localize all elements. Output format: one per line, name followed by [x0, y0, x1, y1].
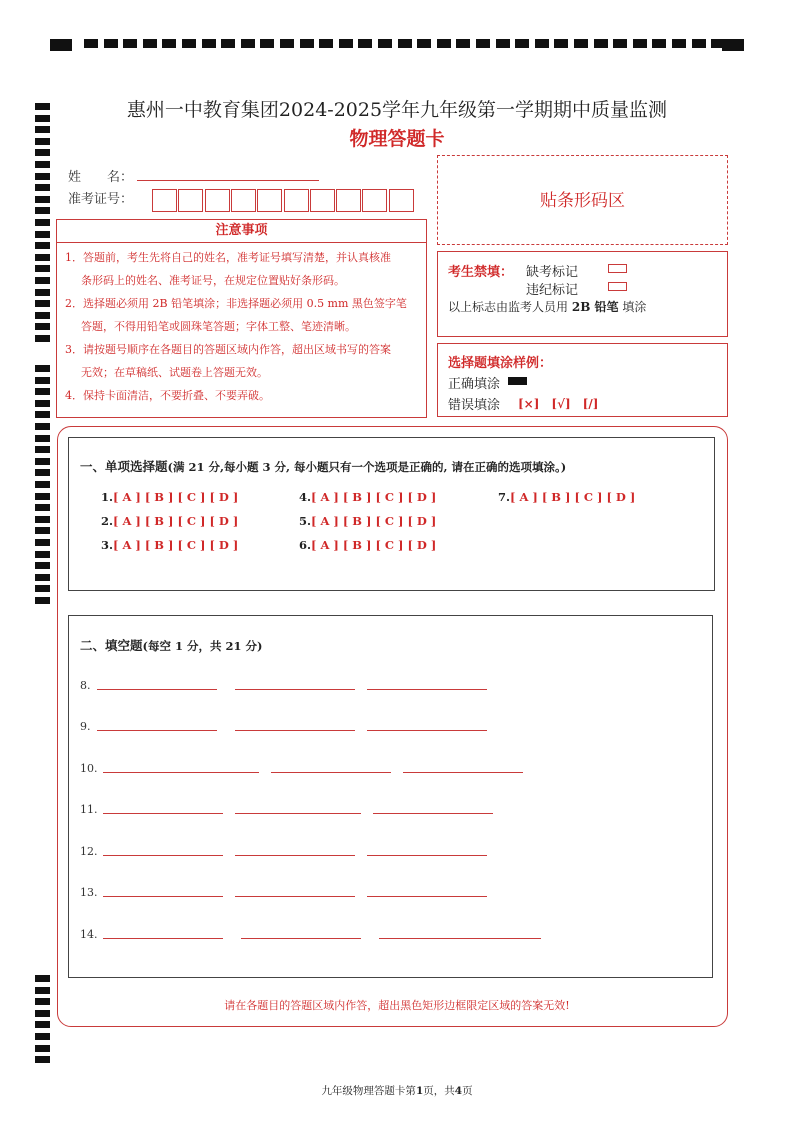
id-label: 准考证号： — [68, 192, 134, 207]
timing-mark — [35, 469, 50, 476]
notes-item: 2．选择题必须用 2B 铅笔填涂；非选择题必须用 0.5 mm 黑色签字笔 — [65, 297, 407, 310]
choice-question[interactable] — [299, 538, 436, 552]
id-digit-box[interactable] — [284, 189, 309, 212]
sample-wrong-label: 错误填涂 — [448, 398, 501, 413]
section2-heading: 二、填空题 — [80, 638, 143, 653]
sample-box — [437, 343, 728, 417]
answer-blank[interactable] — [367, 855, 487, 856]
id-digit-box[interactable] — [336, 189, 361, 212]
timing-mark — [692, 39, 706, 48]
id-digit-box[interactable] — [231, 189, 256, 212]
answer-blank[interactable] — [367, 689, 487, 690]
timing-mark — [35, 365, 50, 372]
fill-question-number: 9. — [80, 720, 91, 733]
answer-blank[interactable] — [403, 772, 523, 773]
fill-question-number: 8. — [80, 679, 91, 692]
timing-mark — [613, 39, 627, 48]
footer-post: 页 — [462, 1085, 473, 1097]
forbidden-label: 考生禁填： — [448, 265, 514, 280]
absent-label: 缺考标记 — [526, 265, 579, 280]
timing-mark — [554, 39, 568, 48]
id-digit-box[interactable] — [205, 189, 230, 212]
choice-question[interactable] — [101, 514, 238, 528]
timing-mark — [722, 39, 744, 51]
timing-mark — [652, 39, 666, 48]
section1-heading: 一、单项选择题 — [80, 459, 168, 474]
timing-mark — [476, 39, 490, 48]
timing-mark — [35, 1056, 50, 1063]
timing-mark — [35, 219, 50, 226]
id-digit-box[interactable] — [310, 189, 335, 212]
timing-mark — [35, 254, 50, 261]
choice-question[interactable] — [498, 490, 635, 504]
timing-mark — [35, 504, 50, 511]
id-digit-box[interactable] — [178, 189, 203, 212]
page-footer — [0, 1083, 794, 1098]
timing-mark — [35, 184, 50, 191]
answer-blank[interactable] — [241, 938, 361, 939]
absent-box[interactable] — [608, 264, 627, 273]
section1-box — [68, 437, 715, 591]
id-digit-box[interactable] — [389, 189, 414, 212]
timing-mark — [672, 39, 686, 48]
choice-options[interactable]: [ A ] [ B ] [ C ] [ D ] — [311, 490, 437, 504]
choice-options[interactable]: [ A ] [ B ] [ C ] [ D ] — [510, 490, 636, 504]
choice-options[interactable]: [ A ] [ B ] [ C ] [ D ] — [113, 538, 239, 552]
id-digit-box[interactable] — [152, 189, 177, 212]
forbidden-box — [437, 251, 728, 337]
answer-blank[interactable] — [373, 813, 493, 814]
timing-mark — [35, 196, 50, 203]
choice-options[interactable]: [ A ] [ B ] [ C ] [ D ] — [311, 514, 437, 528]
notes-item: 答题，不得用铅笔或圆珠笔答题；字体工整、笔迹清晰。 — [81, 320, 356, 333]
answer-blank[interactable] — [235, 855, 355, 856]
section1-desc: (满 21 分,每小题 3 分, 每小题只有一个选项是正确的, 请在正确的选项填涂。) — [167, 460, 567, 474]
section2-box — [68, 615, 713, 978]
timing-mark — [35, 400, 50, 407]
page-total: 4 — [454, 1085, 463, 1097]
notes-item: 条形码上的姓名、准考证号，在规定位置贴好条形码。 — [81, 274, 345, 287]
timing-mark — [35, 423, 50, 430]
timing-mark — [535, 39, 549, 48]
timing-mark — [496, 39, 510, 48]
timing-mark — [417, 39, 431, 48]
choice-question[interactable] — [299, 490, 436, 504]
timing-mark — [594, 39, 608, 48]
fill-question-number: 13. — [80, 886, 98, 899]
fill-question-number: 12. — [80, 845, 98, 858]
section1-title — [80, 457, 566, 475]
answer-blank[interactable] — [97, 730, 217, 731]
timing-mark — [84, 39, 98, 48]
timing-mark — [221, 39, 235, 48]
id-digit-box[interactable] — [362, 189, 387, 212]
timing-mark — [241, 39, 255, 48]
timing-mark — [35, 312, 50, 319]
correct-fill-mark — [508, 377, 527, 385]
forbidden-note-bold: 2B 铅笔 — [571, 300, 619, 314]
timing-mark — [35, 388, 50, 395]
violation-box[interactable] — [608, 282, 627, 291]
notes-heading: 注意事项 — [57, 220, 426, 243]
answer-blank[interactable] — [235, 813, 361, 814]
id-digit-box[interactable] — [257, 189, 282, 212]
timing-mark — [319, 39, 333, 48]
forbidden-note — [448, 298, 646, 315]
timing-mark — [300, 39, 314, 48]
answer-blank[interactable] — [367, 730, 487, 731]
question-number: 7. — [498, 490, 511, 504]
notes-item: 无效；在草稿纸、试题卷上答题无效。 — [81, 366, 268, 379]
timing-mark — [35, 161, 50, 168]
section2-title — [80, 636, 262, 654]
choice-question[interactable] — [101, 490, 238, 504]
notes-item: 3．请按题号顺序在各题目的答题区域内作答，超出区域书写的答案 — [65, 343, 391, 356]
timing-mark — [162, 39, 176, 48]
notes-item: 1．答题前，考生先将自己的姓名，准考证号填写清楚，并认真核准 — [65, 251, 391, 264]
timing-mark — [202, 39, 216, 48]
timing-mark — [456, 39, 470, 48]
sample-correct-label: 正确填涂 — [448, 377, 501, 392]
timing-mark — [104, 39, 118, 48]
timing-mark — [35, 481, 50, 488]
choice-question[interactable] — [101, 538, 238, 552]
timing-mark — [437, 39, 451, 48]
timing-mark — [35, 377, 50, 384]
answer-blank[interactable] — [103, 855, 223, 856]
timing-mark — [35, 562, 50, 569]
answer-blank[interactable] — [235, 730, 355, 731]
timing-mark — [35, 265, 50, 272]
answer-blank[interactable] — [103, 772, 259, 773]
notes-item: 4．保持卡面清洁，不要折叠、不要弄破。 — [65, 389, 270, 402]
timing-mark — [35, 323, 50, 330]
timing-mark — [339, 39, 353, 48]
fill-question-number: 10. — [80, 762, 98, 775]
page-number: 1 — [415, 1085, 424, 1097]
sample-heading: 选择题填涂样例： — [448, 356, 553, 371]
timing-mark — [35, 539, 50, 546]
notes-box — [56, 219, 427, 418]
choice-options[interactable]: [ A ] [ B ] [ C ] [ D ] — [311, 538, 437, 552]
answer-blank[interactable] — [103, 896, 223, 897]
barcode-label: 贴条形码区 — [540, 191, 625, 211]
timing-mark — [35, 446, 50, 453]
question-number: 1. — [101, 490, 114, 504]
wrong-fill-marks: [×] [√] [/] — [518, 397, 599, 411]
name-field[interactable] — [137, 180, 319, 181]
timing-mark — [143, 39, 157, 48]
timing-mark — [35, 300, 50, 307]
answer-blank[interactable] — [235, 689, 355, 690]
timing-mark — [35, 335, 50, 342]
timing-mark — [35, 411, 50, 418]
answer-blank[interactable] — [271, 772, 391, 773]
question-number: 4. — [299, 490, 312, 504]
timing-mark — [35, 458, 50, 465]
timing-mark — [35, 987, 50, 994]
forbidden-note-pre: 以上标志由监考人员用 — [448, 300, 569, 314]
exam-title: 惠州一中教育集团2024-2025学年九年级第一学期期中质量监测 — [126, 99, 668, 121]
timing-mark — [280, 39, 294, 48]
boundary-warning: 请在各题目的答题区域内作答，超出黑色矩形边框限定区域的答案无效! — [224, 999, 570, 1012]
timing-mark — [35, 242, 50, 249]
timing-mark — [398, 39, 412, 48]
choice-question[interactable] — [299, 514, 436, 528]
timing-mark — [35, 1033, 50, 1040]
timing-mark — [515, 39, 529, 48]
card-subtitle: 物理答题卡 — [349, 128, 445, 150]
timing-mark — [35, 975, 50, 982]
timing-mark — [182, 39, 196, 48]
choice-options[interactable]: [ A ] [ B ] [ C ] [ D ] — [113, 514, 239, 528]
barcode-area — [437, 155, 728, 245]
question-number: 5. — [299, 514, 312, 528]
question-number: 3. — [101, 538, 114, 552]
answer-blank[interactable] — [97, 689, 217, 690]
footer-mid: 页，共 — [423, 1085, 455, 1097]
answer-blank[interactable] — [235, 896, 355, 897]
timing-mark — [358, 39, 372, 48]
fill-question-number: 14. — [80, 928, 98, 941]
name-label: 姓 名： — [68, 170, 134, 185]
timing-mark — [35, 1021, 50, 1028]
timing-mark — [35, 435, 50, 442]
timing-mark — [35, 527, 50, 534]
timing-mark — [35, 173, 50, 180]
timing-mark — [35, 574, 50, 581]
timing-mark — [260, 39, 274, 48]
answer-blank[interactable] — [379, 938, 541, 939]
timing-mark — [378, 39, 392, 48]
timing-mark — [35, 289, 50, 296]
timing-mark — [35, 516, 50, 523]
timing-mark — [35, 585, 50, 592]
timing-mark — [574, 39, 588, 48]
forbidden-note-post: 填涂 — [622, 300, 647, 314]
answer-blank[interactable] — [367, 896, 487, 897]
violation-label: 违纪标记 — [526, 283, 579, 298]
timing-mark — [35, 207, 50, 214]
footer-pre: 九年级物理答题卡第 — [321, 1085, 416, 1097]
timing-mark — [123, 39, 137, 48]
timing-mark — [35, 597, 50, 604]
choice-options[interactable]: [ A ] [ B ] [ C ] [ D ] — [113, 490, 239, 504]
section2-desc: (每空 1 分，共 21 分) — [142, 639, 263, 653]
timing-mark — [35, 551, 50, 558]
timing-mark — [35, 231, 50, 238]
fill-question-number: 11. — [80, 803, 98, 816]
timing-mark — [50, 39, 72, 51]
question-number: 6. — [299, 538, 312, 552]
timing-mark — [35, 1045, 50, 1052]
question-number: 2. — [101, 514, 114, 528]
timing-mark — [35, 493, 50, 500]
timing-mark — [633, 39, 647, 48]
timing-mark — [35, 277, 50, 284]
answer-blank[interactable] — [103, 938, 223, 939]
answer-blank[interactable] — [103, 813, 223, 814]
